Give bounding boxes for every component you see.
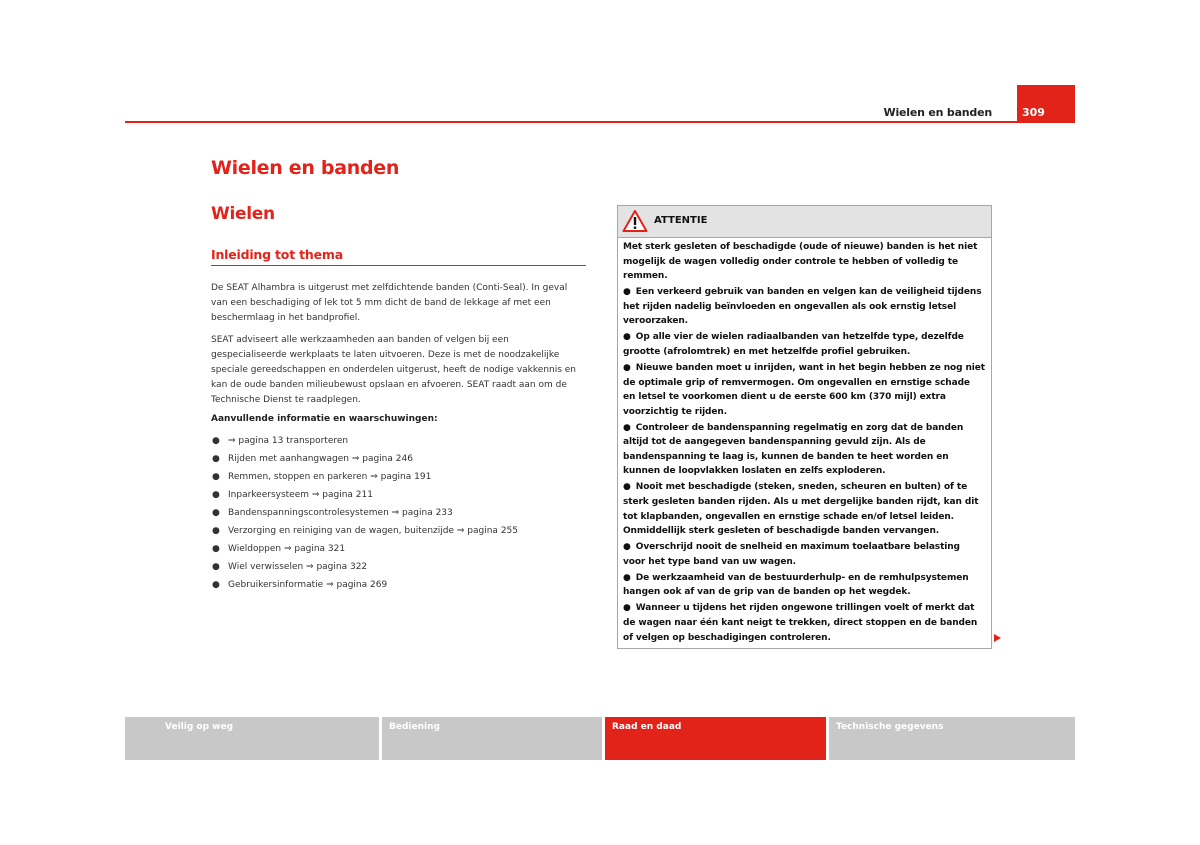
bullet-icon: ● — [623, 332, 631, 343]
bullet-icon: ● — [623, 422, 631, 433]
list-item[interactable]: ● Rijden met aanhangwagen ⇒ pagina 246 — [211, 450, 586, 468]
section-title: Wielen — [211, 204, 275, 224]
bullet-icon: ● — [212, 580, 220, 590]
list-item[interactable]: ● Inparkeersysteem ⇒ pagina 211 — [211, 486, 586, 504]
warning-header — [618, 206, 991, 238]
footer-nav — [125, 717, 1075, 760]
warning-item: ● Nooit met beschadigde (steken, sneden, scheuren en bulten) of te sterk gesleten banden rijden. Als u met dergelijke banden rijdt, kan dit tot klapbanden, ongevallen en ernstige schade en/of letsel leiden. Onmiddellijk sterk gesleten of beschadigde banden vervangen. — [623, 482, 979, 537]
bullet-icon: ● — [623, 572, 631, 583]
warning-item: ● Een verkeerd gebruik van banden en velgen kan de veiligheid tijdens het rijden nadelig beïnvloeden en ongevallen als ook ernstig letsel veroorzaken. — [623, 287, 982, 327]
header-rule — [125, 121, 1075, 123]
list-item[interactable]: ● Gebruikersinformatie ⇒ pagina 269 — [211, 576, 586, 594]
bullet-icon: ● — [623, 287, 631, 298]
bullet-icon: ● — [623, 362, 631, 373]
reference-list — [211, 432, 586, 594]
warning-item: ● Nieuwe banden moet u inrijden, want in het begin hebben ze nog niet de optimale grip of remvermogen. Om ongevallen en ernstige schade en letsel te voorkomen dient u de eerste 600 km (370 mijl) extra voorzichtig te rijden. — [623, 362, 986, 417]
running-header-title: Wielen en banden — [883, 106, 992, 119]
continue-arrow-icon — [994, 634, 1001, 642]
page-title: Wielen en banden — [211, 157, 400, 179]
bullet-icon: ● — [623, 482, 631, 493]
list-item[interactable]: ● Verzorging en reiniging van de wagen, buitenzijde ⇒ pagina 255 — [211, 522, 586, 540]
warning-title: ATTENTIE — [654, 215, 708, 226]
subsection-title: Inleiding tot thema — [211, 247, 343, 262]
intro-paragraph: De SEAT Alhambra is uitgerust met zelfdichtende banden (Conti-Seal). In geval van een beschadiging of lek tot 5 mm dicht de band de lekkage af met een beschermlaag in het bandprofiel. — [211, 283, 568, 323]
list-item[interactable]: ● Remmen, stoppen en parkeren ⇒ pagina 191 — [211, 468, 586, 486]
bullet-icon: ● — [212, 472, 220, 482]
footer-tab-technische-gegevens[interactable]: Technische gegevens — [829, 717, 1075, 760]
warning-item: ● De werkzaamheid van de bestuurderhulp- en de remhulpsystemen hangen ook af van de grip van de banden op het wegdek. — [623, 572, 969, 598]
footer-tab-bediening[interactable]: Bediening — [382, 717, 602, 760]
bullet-icon: ● — [212, 526, 220, 536]
bullet-icon: ● — [212, 562, 220, 572]
warning-intro: Met sterk gesleten of beschadigde (oude of nieuwe) banden is het niet mogelijk de wagen volledig onder controle te hebben of volledig te remmen. — [623, 242, 978, 282]
bullet-icon: ● — [212, 508, 220, 518]
subsection-rule — [211, 265, 586, 266]
list-item[interactable]: ● Wieldoppen ⇒ pagina 321 — [211, 540, 586, 558]
footer-tab-veilig-op-weg[interactable]: Veilig op weg — [125, 717, 379, 760]
bullet-icon: ● — [212, 454, 220, 464]
warning-item: ● Wanneer u tijdens het rijden ongewone trillingen voelt of merkt dat de wagen naar één kant neigt te trekken, direct stoppen en de banden of velgen op beschadigingen controleren. — [623, 603, 978, 643]
warning-item: ● Controleer de bandenspanning regelmatig en zorg dat de banden altijd tot de aangegeven bandenspanning gevuld zijn. Als de bandenspanning te laag is, kunnen de banden te heet worden en kunnen de loopvlakken loslaten en zelfs exploderen. — [623, 422, 964, 477]
warning-item: ● Overschrijd nooit de snelheid en maximum toelaatbare belasting voor het type band van uw wagen. — [623, 542, 960, 567]
warning-item: ● Op alle vier de wielen radiaalbanden van hetzelfde type, dezelfde grootte (afrolomtrek) en met hetzelfde profiel gebruiken. — [623, 332, 964, 357]
footer-tab-raad-en-daad[interactable]: Raad en daad — [605, 717, 826, 760]
bullet-icon: ● — [212, 436, 220, 446]
list-item[interactable]: ● Bandenspanningscontrolesystemen ⇒ pagina 233 — [211, 504, 586, 522]
page-number: 309 — [1022, 106, 1045, 119]
warning-box — [617, 205, 992, 649]
bullet-icon: ● — [623, 603, 631, 614]
warning-body — [618, 238, 991, 645]
list-item[interactable]: ● ⇒ pagina 13 transporteren — [211, 432, 586, 450]
bullet-icon: ● — [212, 544, 220, 554]
list-item[interactable]: ● Wiel verwisselen ⇒ pagina 322 — [211, 558, 586, 576]
info-heading: Aanvullende informatie en waarschuwingen: — [211, 414, 438, 424]
bullet-icon: ● — [212, 490, 220, 500]
bullet-icon: ● — [623, 542, 631, 553]
advice-paragraph: SEAT adviseert alle werkzaamheden aan banden of velgen bij een gespecialiseerde werkplaats te laten uitvoeren. Deze is met de noodzakelijke speciale gereedschappen en onderdelen uitgerust, heeft de nodige vakkennis en kan de oude banden milieubewust opslaan en afvoeren. SEAT raadt aan om de Technische Dienst te raadplegen. — [211, 335, 577, 405]
warning-triangle-icon — [622, 209, 648, 233]
